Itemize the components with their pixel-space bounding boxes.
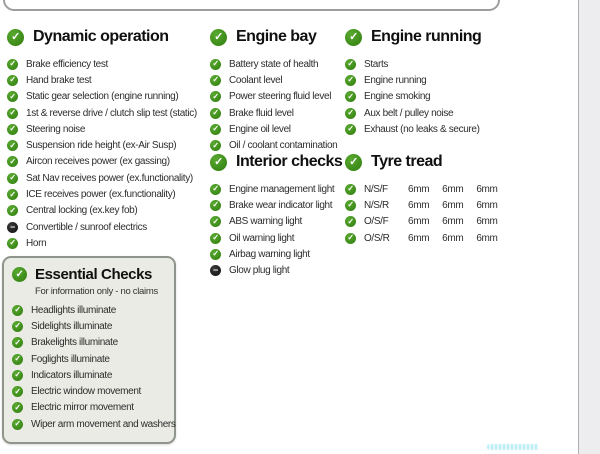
- section-engine-bay: [210, 28, 342, 154]
- check-item: [210, 230, 342, 246]
- check-item-label: Steering noise: [26, 123, 86, 135]
- check-circle-icon: [7, 173, 18, 184]
- check-item-label: Brake efficiency test: [26, 58, 108, 70]
- check-item: [7, 203, 205, 219]
- check-item-label: Starts: [364, 58, 389, 70]
- check-item-label: Brakelights illuminate: [31, 337, 118, 349]
- check-item-label: Electric window movement: [31, 386, 141, 398]
- section-heading: [345, 153, 515, 171]
- tyre-position-label: N/S/F: [364, 183, 388, 195]
- check-circle-icon: [210, 124, 221, 135]
- check-circle-icon: [210, 154, 227, 171]
- section-engine-running: [345, 28, 515, 137]
- tyre-row: [345, 181, 515, 197]
- check-item-label: Airbag warning light: [229, 248, 310, 260]
- check-circle-icon: [12, 370, 23, 381]
- section-title-label: Interior checks: [236, 153, 343, 170]
- tyre-depth-value: 6mm: [442, 232, 464, 244]
- check-circle-icon: [7, 205, 18, 216]
- check-circle-icon: [345, 91, 356, 102]
- section-heading: [210, 28, 342, 46]
- check-item: [12, 383, 166, 399]
- check-circle-icon: [7, 108, 18, 119]
- check-item: [210, 262, 342, 278]
- check-circle-icon: [12, 321, 23, 332]
- check-circle-icon: [210, 216, 221, 227]
- watermark: [487, 444, 539, 450]
- tyre-depth-value: 6mm: [408, 199, 430, 211]
- tyre-depth-value: 6mm: [408, 232, 430, 244]
- check-item-label: Foglights illuminate: [31, 353, 110, 365]
- check-item-label: Headlights illuminate: [31, 304, 116, 316]
- tyre-depth-value: 6mm: [442, 199, 464, 211]
- check-circle-icon: [7, 156, 18, 167]
- check-item: [12, 367, 166, 383]
- check-circle-icon: [345, 154, 362, 171]
- section-title-label: Essential Checks: [35, 266, 152, 283]
- check-circle-icon: [345, 124, 356, 135]
- check-circle-icon: [345, 184, 356, 195]
- check-item: [210, 214, 342, 230]
- section-title-label: Tyre tread: [371, 153, 443, 170]
- check-item-label: Engine running: [364, 74, 427, 86]
- check-item: [7, 170, 205, 186]
- check-circle-icon: [210, 140, 221, 151]
- tyre-row: [345, 197, 515, 213]
- check-item: [210, 246, 342, 262]
- check-item-label: Central locking (ex.key fob): [26, 205, 138, 217]
- check-circle-icon: [210, 233, 221, 244]
- check-circle-icon: [345, 233, 356, 244]
- check-circle-icon: [12, 402, 23, 413]
- check-item: [210, 72, 342, 88]
- check-circle-icon: [12, 305, 23, 316]
- tyre-depth-value: 6mm: [476, 183, 498, 195]
- section-heading: [210, 153, 342, 171]
- check-item: [210, 181, 342, 197]
- check-item: [345, 56, 515, 72]
- check-item-label: Brake fluid level: [229, 107, 294, 119]
- check-circle-icon: [12, 354, 23, 365]
- check-item: [345, 121, 515, 137]
- check-item: [12, 335, 166, 351]
- check-item: [7, 137, 205, 153]
- check-circle-icon: [7, 91, 18, 102]
- check-item: [210, 56, 342, 72]
- check-item-label: ABS warning light: [229, 216, 302, 228]
- check-circle-icon: [7, 124, 18, 135]
- section-interior-checks: [210, 153, 342, 279]
- check-circle-icon: [12, 337, 23, 348]
- check-item-label: Exhaust (no leaks & secure): [364, 123, 480, 135]
- tyre-row: [345, 230, 515, 246]
- section-tyre-tread: [345, 153, 515, 246]
- section-heading: [12, 266, 166, 283]
- check-circle-icon: [210, 108, 221, 119]
- check-item: [345, 105, 515, 121]
- previous-section-box-edge: [3, 0, 500, 11]
- check-item-label: Horn: [26, 237, 47, 249]
- check-circle-icon: [12, 267, 27, 282]
- check-item-label: Wiper arm movement and washers: [31, 418, 176, 430]
- check-circle-icon: [7, 59, 18, 70]
- check-item-label: Convertible / sunroof electrics: [26, 221, 147, 233]
- check-item: [345, 72, 515, 88]
- check-circle-icon: [7, 75, 18, 86]
- check-item: [7, 56, 205, 72]
- check-circle-icon: [345, 216, 356, 227]
- check-circle-icon: [7, 140, 18, 151]
- check-item: [12, 400, 166, 416]
- check-item-label: Sat Nav receives power (ex.functionality): [26, 172, 193, 184]
- minus-circle-icon: [210, 265, 221, 276]
- check-circle-icon: [7, 189, 18, 200]
- check-item-label: Battery state of health: [229, 58, 319, 70]
- section-title-label: Engine bay: [236, 28, 317, 45]
- check-item-label: Sidelights illuminate: [31, 320, 113, 332]
- check-item-label: ICE receives power (ex.functionality): [26, 189, 176, 201]
- check-item: [7, 89, 205, 105]
- check-item-label: Aux belt / pulley noise: [364, 107, 454, 119]
- check-item-label: Indicators illuminate: [31, 369, 113, 381]
- check-circle-icon: [12, 419, 23, 430]
- check-circle-icon: [210, 249, 221, 260]
- check-item-label: Electric mirror movement: [31, 402, 134, 414]
- tyre-position-label: O/S/R: [364, 232, 390, 244]
- check-circle-icon: [345, 200, 356, 211]
- check-circle-icon: [345, 29, 362, 46]
- check-circle-icon: [345, 59, 356, 70]
- section-essential-checks: [2, 256, 176, 444]
- essential-checks-subtitle: For information only - no claims: [35, 286, 158, 297]
- tyre-depth-value: 6mm: [408, 183, 430, 195]
- section-title-label: Dynamic operation: [33, 28, 169, 45]
- tyre-position-label: O/S/F: [364, 216, 389, 228]
- check-item: [7, 154, 205, 170]
- check-item: [12, 318, 166, 334]
- check-item-label: Coolant level: [229, 74, 283, 86]
- check-circle-icon: [12, 386, 23, 397]
- check-item-label: Power steering fluid level: [229, 91, 332, 103]
- check-item-label: 1st & reverse drive / clutch slip test (static): [26, 107, 197, 119]
- section-dynamic-operation: [7, 28, 205, 252]
- check-item: [7, 186, 205, 202]
- check-item: [12, 351, 166, 367]
- check-circle-icon: [210, 29, 227, 46]
- tyre-row: [345, 214, 515, 230]
- check-item-label: Oil / coolant contamination: [229, 140, 338, 152]
- tyre-depth-value: 6mm: [442, 183, 464, 195]
- section-heading: [345, 28, 515, 46]
- check-item-label: Engine management light: [229, 183, 335, 195]
- check-item-label: Engine smoking: [364, 91, 431, 103]
- check-item: [210, 197, 342, 213]
- check-item: [210, 105, 342, 121]
- check-circle-icon: [345, 108, 356, 119]
- check-item-label: Glow plug light: [229, 265, 290, 277]
- check-circle-icon: [210, 91, 221, 102]
- minus-circle-icon: [7, 222, 18, 233]
- check-circle-icon: [210, 75, 221, 86]
- section-title-label: Engine running: [371, 28, 482, 45]
- check-item: [7, 72, 205, 88]
- check-item: [7, 219, 205, 235]
- check-item-label: Engine oil level: [229, 123, 291, 135]
- check-item: [210, 89, 342, 105]
- check-item-label: Suspension ride height (ex-Air Susp): [26, 140, 177, 152]
- check-item-label: Brake wear indicator light: [229, 199, 333, 211]
- tyre-depth-value: 6mm: [442, 216, 464, 228]
- check-item: [12, 416, 176, 432]
- check-item-label: Static gear selection (engine running): [26, 91, 179, 103]
- check-item-label: Aircon receives power (ex gassing): [26, 156, 170, 168]
- tyre-position-label: N/S/R: [364, 199, 389, 211]
- section-heading: [7, 28, 205, 46]
- check-item-label: Hand brake test: [26, 74, 92, 86]
- tyre-depth-value: 6mm: [476, 232, 498, 244]
- tyre-depth-value: 6mm: [476, 199, 498, 211]
- page-edge-strip: [578, 0, 600, 454]
- check-circle-icon: [210, 200, 221, 211]
- check-item: [345, 89, 515, 105]
- check-circle-icon: [210, 184, 221, 195]
- check-item: [12, 302, 166, 318]
- check-item-label: Oil warning light: [229, 232, 295, 244]
- check-circle-icon: [7, 29, 24, 46]
- check-item: [210, 137, 342, 153]
- check-circle-icon: [345, 75, 356, 86]
- check-item: [7, 121, 205, 137]
- check-item: [210, 121, 342, 137]
- check-circle-icon: [210, 59, 221, 70]
- check-item: [7, 235, 205, 251]
- tyre-depth-value: 6mm: [408, 216, 430, 228]
- tyre-depth-value: 6mm: [476, 216, 498, 228]
- check-item: [7, 105, 205, 121]
- check-circle-icon: [7, 238, 18, 249]
